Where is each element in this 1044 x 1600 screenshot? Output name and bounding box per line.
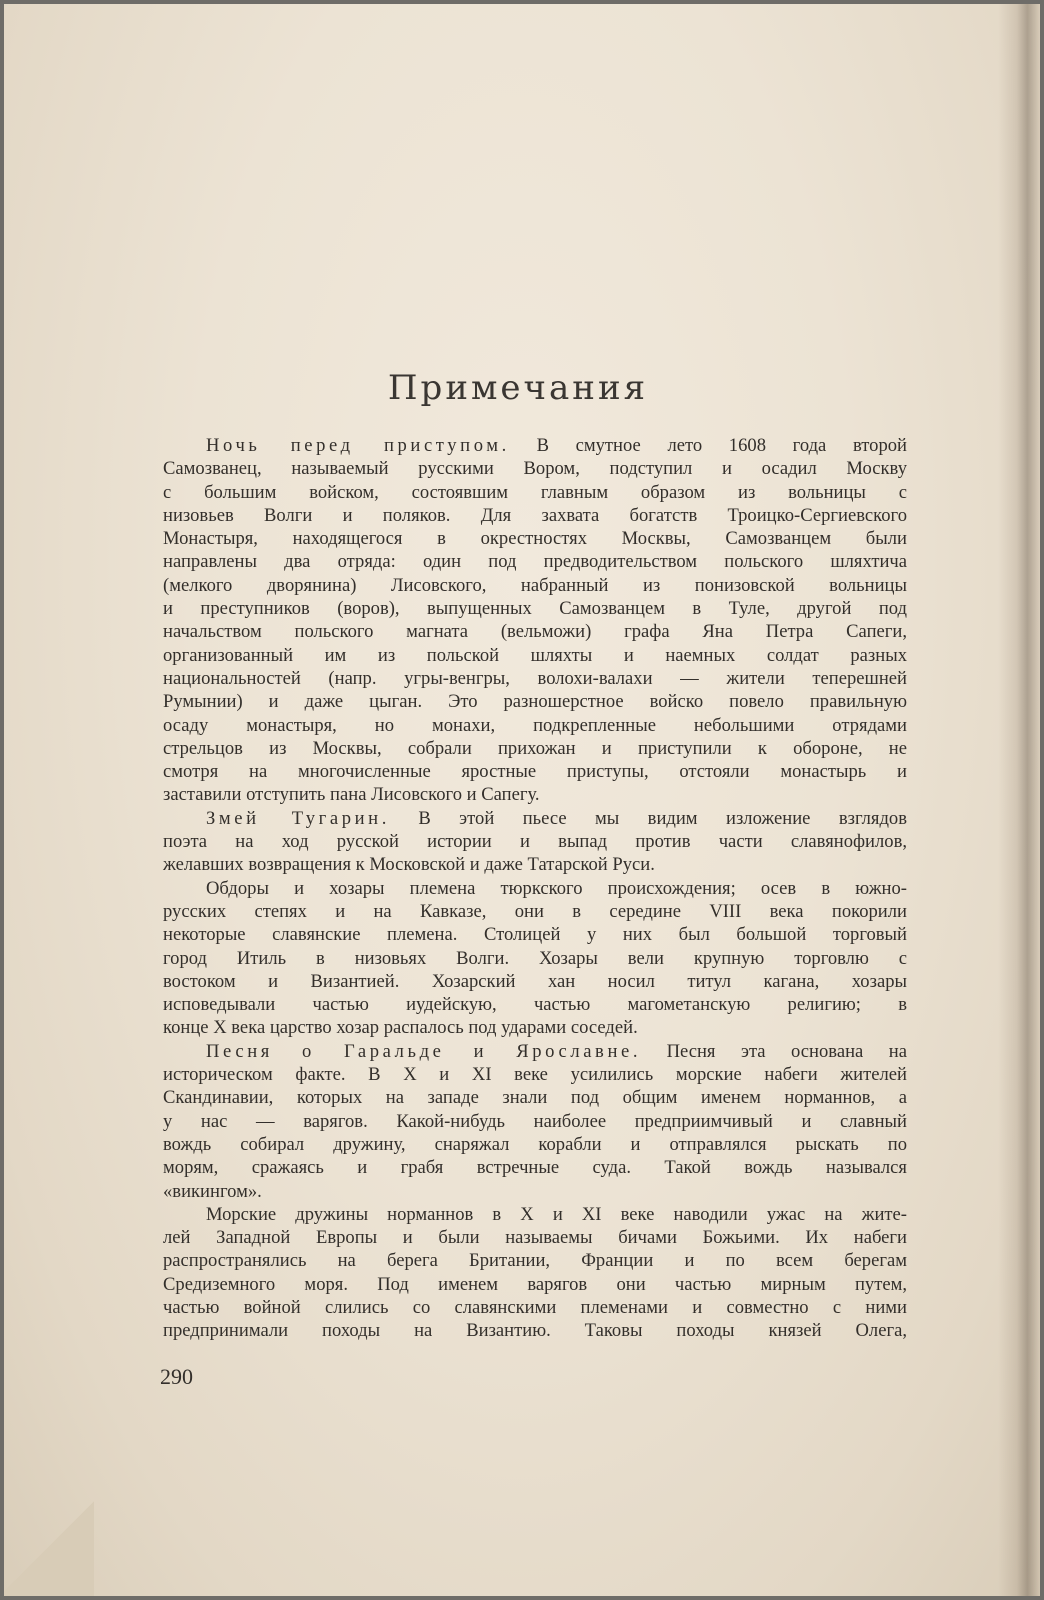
line-text: Морские дружины норманнов в X и XI веке наводили ужас на жите- (206, 1203, 907, 1225)
line-text: с большим войском, состоявшим главным образом из вольницы с (163, 481, 907, 503)
text-line (163, 1226, 907, 1249)
folded-corner (4, 1496, 94, 1596)
text-line (163, 504, 907, 527)
line-text: Обдоры и хозары племена тюркского происхождения; осев в южно- (206, 877, 907, 899)
text-line (163, 993, 907, 1016)
text-line (163, 1040, 907, 1063)
page-number: 290 (160, 1364, 193, 1389)
note-heading: Змей Тугарин. (206, 807, 390, 829)
line-text: Скандинавии, которых на западе знали под общим именем норманнов, а (163, 1087, 907, 1109)
text-line (163, 1180, 907, 1203)
notes-body-text (163, 434, 907, 1343)
line-text: Румынии) и даже цыган. Это разношерстное войско повело правильную (163, 691, 907, 713)
note-heading: Песня о Гаральде и Ярославне. (206, 1040, 642, 1062)
text-line (163, 527, 907, 550)
line-text: В смутное лето 1608 года второй (509, 435, 907, 456)
text-line (163, 1086, 907, 1109)
text-line (163, 550, 907, 573)
line-text: у нас — варягов. Какой-нибудь наиболее предприимчивый и славный (163, 1110, 907, 1132)
text-line (163, 574, 907, 597)
text-line (163, 1063, 907, 1086)
line-text: заставили отступить пана Лисовского и Сапегу. (163, 784, 540, 806)
line-text: смотря на многочисленные яростные приступы, отстояли монастырь и (163, 761, 907, 783)
line-text: осаду монастыря, но монахи, подкрепленные небольшими отрядами (163, 714, 907, 736)
line-text: направлены два отряда: один под предводительством польского шляхтича (163, 551, 907, 573)
text-line (163, 620, 907, 643)
line-text: некоторые славянские племена. Столицей у них был большой торговый (163, 924, 907, 946)
text-line (163, 783, 907, 806)
line-text: В этой пьесе мы видим изложение взглядов (389, 807, 907, 829)
text-line (163, 1296, 907, 1319)
text-line (163, 1319, 907, 1342)
text-line (163, 737, 907, 760)
line-text: русских степях и на Кавказе, они в середине VIII века покорили (163, 900, 907, 922)
line-text: вождь собирал дружину, снаряжал корабли и отправлялся рыскать по (163, 1133, 907, 1155)
text-line (163, 900, 907, 923)
line-text: национальностей (напр. угры-венгры, волохи-валахи — жители теперешней (163, 667, 907, 689)
text-line (163, 760, 907, 783)
text-line (163, 690, 907, 713)
text-line (163, 1133, 907, 1156)
line-text: Монастыря, находящегося в окрестностях Москвы, Самозванцем были (163, 528, 907, 550)
line-text: Самозванец, называемый русскими Вором, подступил и осадил Москву (163, 458, 907, 480)
text-line (163, 597, 907, 620)
line-text: начальством польского магната (вельможи) графа Яна Петра Сапеги, (163, 621, 907, 643)
line-text: поэта на ход русской истории и выпад против части славянофилов, (163, 831, 907, 853)
text-line (163, 877, 907, 900)
text-line (163, 923, 907, 946)
text-line (163, 667, 907, 690)
page-heading: Примечания (387, 368, 649, 408)
text-line (163, 1016, 907, 1039)
line-text: частью войной слились со славянскими племенами и совместно с ними (163, 1296, 907, 1318)
text-line (163, 947, 907, 970)
line-text: «викингом». (163, 1180, 262, 1202)
line-text: распространялись на берега Британии, Франции и по всем берегам (163, 1250, 907, 1272)
line-text: лей Западной Европы и были называемы бичами Божьими. Их набеги (163, 1227, 907, 1249)
note-heading: Ночь перед приступом. (206, 435, 510, 456)
text-line (163, 1273, 907, 1296)
line-text: историческом факте. В X и XI веке усилились морские набеги жителей (163, 1064, 907, 1086)
text-line (163, 714, 907, 737)
text-line (163, 970, 907, 993)
text-line (163, 1110, 907, 1133)
line-text: предпринимали походы на Византию. Таковы походы князей Олега, (163, 1320, 907, 1342)
line-text: Средиземного моря. Под именем варягов они частью мирным путем, (163, 1273, 907, 1295)
text-line (163, 644, 907, 667)
line-text: исповедывали частью иудейскую, частью магометанскую религию; в (163, 994, 907, 1016)
text-line (163, 807, 907, 830)
line-text: Песня эта основана на (641, 1040, 907, 1062)
text-line (163, 1249, 907, 1272)
line-text: (мелкого дворянина) Лисовского, набранный из понизовской вольницы (163, 574, 907, 596)
line-text: стрельцов из Москвы, собрали прихожан и приступили к обороне, не (163, 737, 907, 759)
line-text: морям, сражаясь и грабя встречные суда. Такой вождь назывался (163, 1157, 907, 1179)
page-gutter-shadow (998, 4, 1040, 1596)
text-line (163, 434, 907, 457)
text-line (163, 853, 907, 876)
line-text: востоком и Византией. Хозарский хан носил титул кагана, хозары (163, 970, 907, 992)
text-line (163, 457, 907, 480)
line-text: низовьев Волги и поляков. Для захвата богатств Троицко-Сергиевского (163, 504, 907, 526)
line-text: организованный им из польской шляхты и наемных солдат разных (163, 644, 907, 666)
text-line (163, 830, 907, 853)
line-text: желавших возвращения к Московской и даже Татарской Руси. (163, 854, 655, 876)
text-line (163, 1156, 907, 1179)
line-text: конце X века царство хозар распалось под ударами соседей. (163, 1017, 638, 1039)
line-text: город Итиль в низовьях Волги. Хозары вели крупную торговлю с (163, 947, 907, 969)
text-line (163, 1203, 907, 1226)
line-text: и преступников (воров), выпущенных Самозванцем в Туле, другой под (163, 598, 907, 620)
text-line (163, 481, 907, 504)
